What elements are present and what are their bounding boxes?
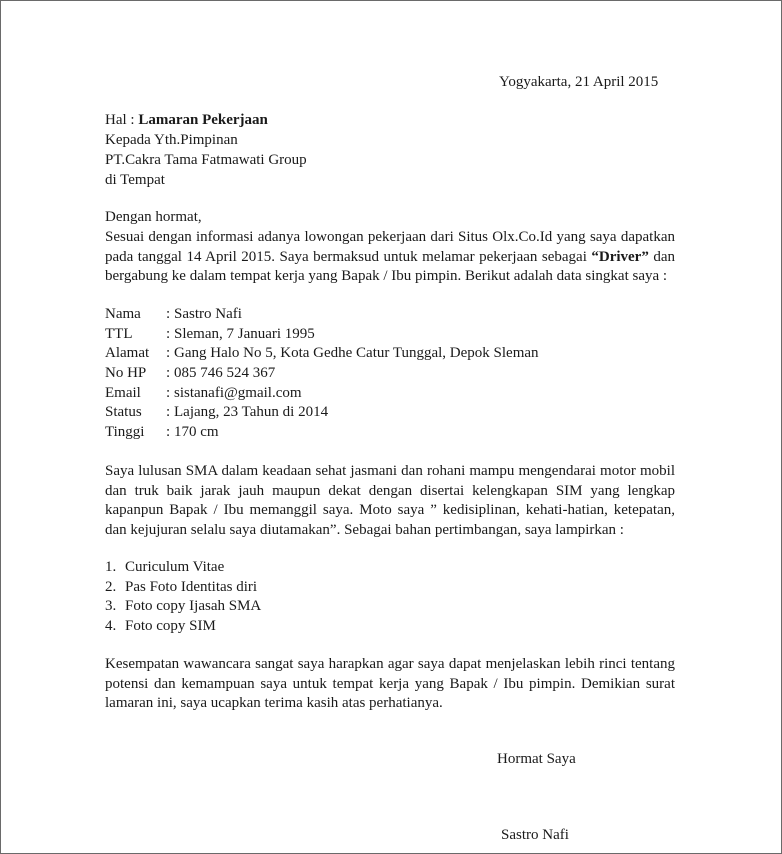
recipient-line-3: di Tempat (105, 172, 165, 188)
data-value: Sastro Nafi (174, 306, 242, 322)
place-date: Yogyakarta, 21 April 2015 (499, 74, 659, 90)
data-value: 085 746 524 367 (174, 365, 276, 381)
data-row-nama (105, 305, 242, 324)
attachment-item (105, 617, 216, 636)
attachment-item (105, 578, 257, 597)
data-separator: : (166, 326, 171, 342)
data-value: sistanafi@gmail.com (174, 385, 302, 401)
data-row-tinggi (105, 423, 219, 442)
data-separator: : (166, 365, 171, 381)
intro-text-b: dan bergabung ke dalam tempat kerja yang Bapak / Ibu pimpin. Berikut adalah data singkat saya : (105, 248, 675, 285)
data-label: Email (105, 385, 141, 401)
data-separator: : (166, 385, 171, 401)
data-separator: : (166, 404, 171, 420)
data-value: Sleman, 7 Januari 1995 (174, 326, 315, 342)
data-label: Tinggi (105, 424, 145, 440)
attachment-text: Foto copy SIM (125, 618, 216, 634)
closing-salutation: Hormat Saya (497, 751, 576, 767)
recipient-line-1: Kepada Yth.Pimpinan (105, 132, 238, 148)
attachment-number: 3. (105, 598, 117, 614)
attachment-item (105, 597, 261, 616)
greeting: Dengan hormat, (105, 209, 202, 225)
closing-paragraph: Kesempatan wawancara sangat saya harapkan agar saya dapat menjelaskan lebih rinci tentang potensi dan kemampuan saya untuk tempat kerja yang Bapak / Ibu pimpin. Demikian surat lamaran ini, saya ucapkan terima kasih atas perhatianya. (105, 656, 675, 712)
intro-paragraph (105, 228, 675, 287)
attachment-text: Foto copy Ijasah SMA (125, 598, 262, 614)
data-label: TTL (105, 326, 133, 342)
data-row-ttl (105, 325, 315, 344)
data-row-nohp (105, 364, 275, 383)
data-row-status (105, 403, 328, 422)
attachment-text: Curiculum Vitae (125, 559, 225, 575)
intro-text-a: Sesuai dengan informasi adanya lowongan pekerjaan dari Situs Olx.Co.Id yang saya dapatkan pada tanggal 14 April 2015. Saya bermaksud untuk melamar pekerjaan sebagai (105, 229, 675, 265)
data-label: Status (105, 404, 142, 420)
attachment-number: 2. (105, 579, 117, 595)
data-value: Lajang, 23 Tahun di 2014 (174, 404, 329, 420)
intro-job-title: “Driver” (591, 248, 649, 265)
data-label: Nama (105, 306, 141, 322)
data-label: Alamat (105, 345, 150, 361)
data-value: Gang Halo No 5, Kota Gedhe Catur Tunggal, Depok Sleman (174, 345, 539, 361)
data-value: 170 cm (174, 424, 219, 440)
recipient-line-2: PT.Cakra Tama Fatmawati Group (105, 152, 307, 168)
attachment-item (105, 558, 224, 577)
signatory-name: Sastro Nafi (501, 827, 569, 843)
data-row-email (105, 384, 302, 403)
subject-text: Lamaran Pekerjaan (138, 112, 268, 128)
attachment-number: 1. (105, 559, 117, 575)
subject-prefix: Hal : (105, 112, 139, 128)
data-row-alamat (105, 344, 539, 363)
attachment-text: Pas Foto Identitas diri (125, 579, 258, 595)
data-separator: : (166, 345, 171, 361)
data-separator: : (166, 306, 171, 322)
subject-line (105, 111, 268, 130)
data-separator: : (166, 424, 171, 440)
data-label: No HP (105, 365, 147, 381)
attachment-number: 4. (105, 618, 117, 634)
body-paragraph: Saya lulusan SMA dalam keadaan sehat jasmani dan rohani mampu mengendarai motor mobil dan truk baik jarak jauh maupun dekat dengan disertai kelengkapan SIM yang lengkap kapanpun Bapak / Ibu memanggil saya. Moto saya ” kedisiplinan, kehati-hatian, ketepatan, dan kejujuran selalu saya diutamakan”. Sebagai bahan pertimbangan, saya lampirkan : (105, 463, 675, 538)
